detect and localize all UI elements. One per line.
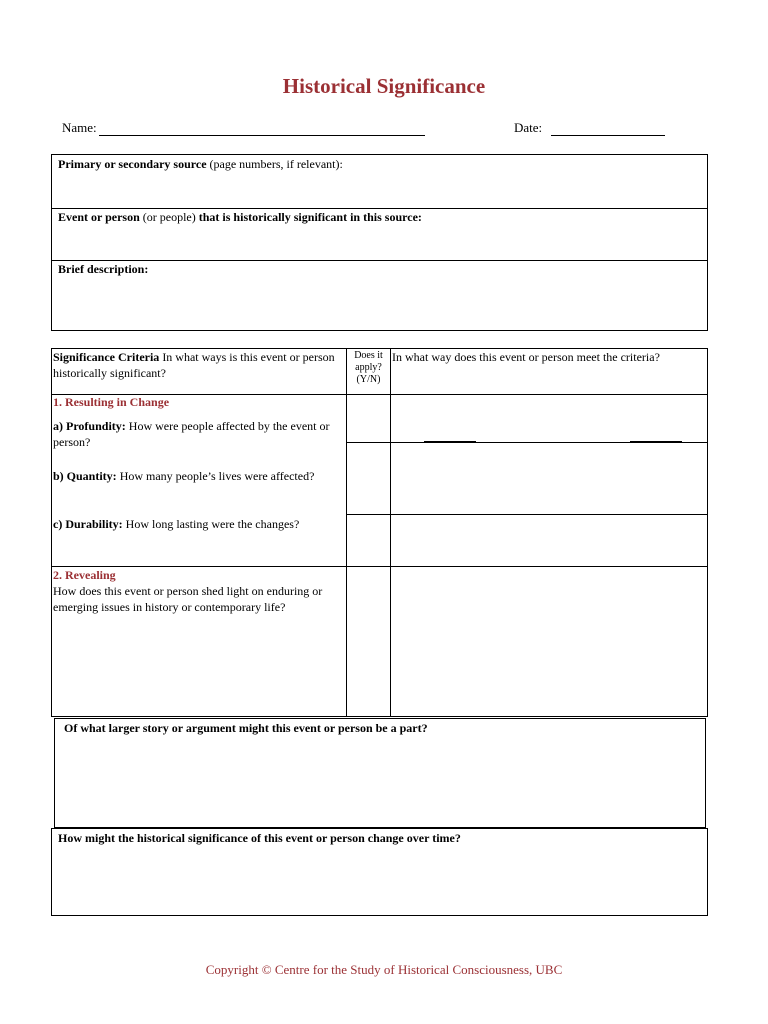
- durability-criterion: [53, 516, 345, 532]
- durability-rest: How long lasting were the changes?: [122, 517, 300, 531]
- source-prompt-bold: Primary or secondary source: [58, 157, 207, 171]
- durability-bold: c) Durability:: [53, 517, 123, 531]
- name-underline[interactable]: [99, 122, 425, 136]
- event-prompt: [52, 208, 707, 227]
- apply-header: Does it apply? (Y/N): [354, 350, 383, 385]
- name-field[interactable]: [62, 120, 425, 136]
- source-info-box: [51, 154, 708, 331]
- answer-cell-durability[interactable]: [391, 515, 708, 566]
- date-field[interactable]: [514, 120, 665, 136]
- event-prompt-bold: Event or person: [58, 210, 140, 224]
- larger-story-box[interactable]: [54, 718, 706, 828]
- answer-cell-quantity[interactable]: [391, 443, 708, 514]
- section-revealing: 2. Revealing: [53, 568, 116, 582]
- apply-cell-change[interactable]: [347, 395, 390, 566]
- meet-header: In what way does this event or person meet the criteria?: [392, 350, 660, 364]
- source-prompt-rest: (page numbers, if relevant):: [206, 157, 343, 171]
- profundity-bold: a) Profundity:: [53, 419, 126, 433]
- quantity-rest: How many people’s lives were affected?: [116, 469, 315, 483]
- section-resulting-change: 1. Resulting in Change: [53, 395, 170, 409]
- copyright-footer: Copyright © Centre for the Study of Historical Consciousness, UBC: [205, 962, 563, 977]
- description-row[interactable]: [52, 260, 707, 330]
- criteria-header-rest: In what ways is this event or person historically significant?: [53, 350, 335, 380]
- event-prompt-mid: (or people): [139, 210, 199, 224]
- quantity-bold: b) Quantity:: [53, 469, 117, 483]
- event-row[interactable]: [52, 208, 707, 261]
- change-over-time-box[interactable]: [51, 828, 708, 916]
- description-prompt: Brief description:: [58, 262, 149, 276]
- revealing-criterion: How does this event or person shed light on enduring or emerging issues in history or contemporary life?: [53, 584, 323, 614]
- quantity-criterion: [53, 468, 338, 484]
- page-title: Historical Significance: [282, 74, 486, 98]
- criteria-header: [53, 349, 343, 381]
- source-prompt: [52, 155, 707, 174]
- criteria-table: [51, 348, 708, 717]
- profundity-criterion: [53, 418, 338, 450]
- change-over-time-question: How might the historical significance of this event or person change over time?: [58, 831, 461, 845]
- larger-story-question: Of what larger story or argument might this event or person be a part?: [64, 721, 428, 735]
- apply-cell-revealing[interactable]: [347, 567, 390, 717]
- source-row[interactable]: [52, 155, 707, 209]
- date-label: Date:: [514, 120, 543, 135]
- profundity-rest: How were people affected by the event or person?: [53, 419, 330, 449]
- answer-cell-profundity[interactable]: [391, 395, 708, 442]
- criteria-header-bold: Significance Criteria: [53, 350, 160, 364]
- name-label: Name:: [62, 120, 97, 135]
- answer-cell-revealing[interactable]: [391, 567, 708, 717]
- event-prompt-bold2: that is historically significant in this source:: [198, 210, 422, 224]
- date-underline[interactable]: [551, 122, 665, 136]
